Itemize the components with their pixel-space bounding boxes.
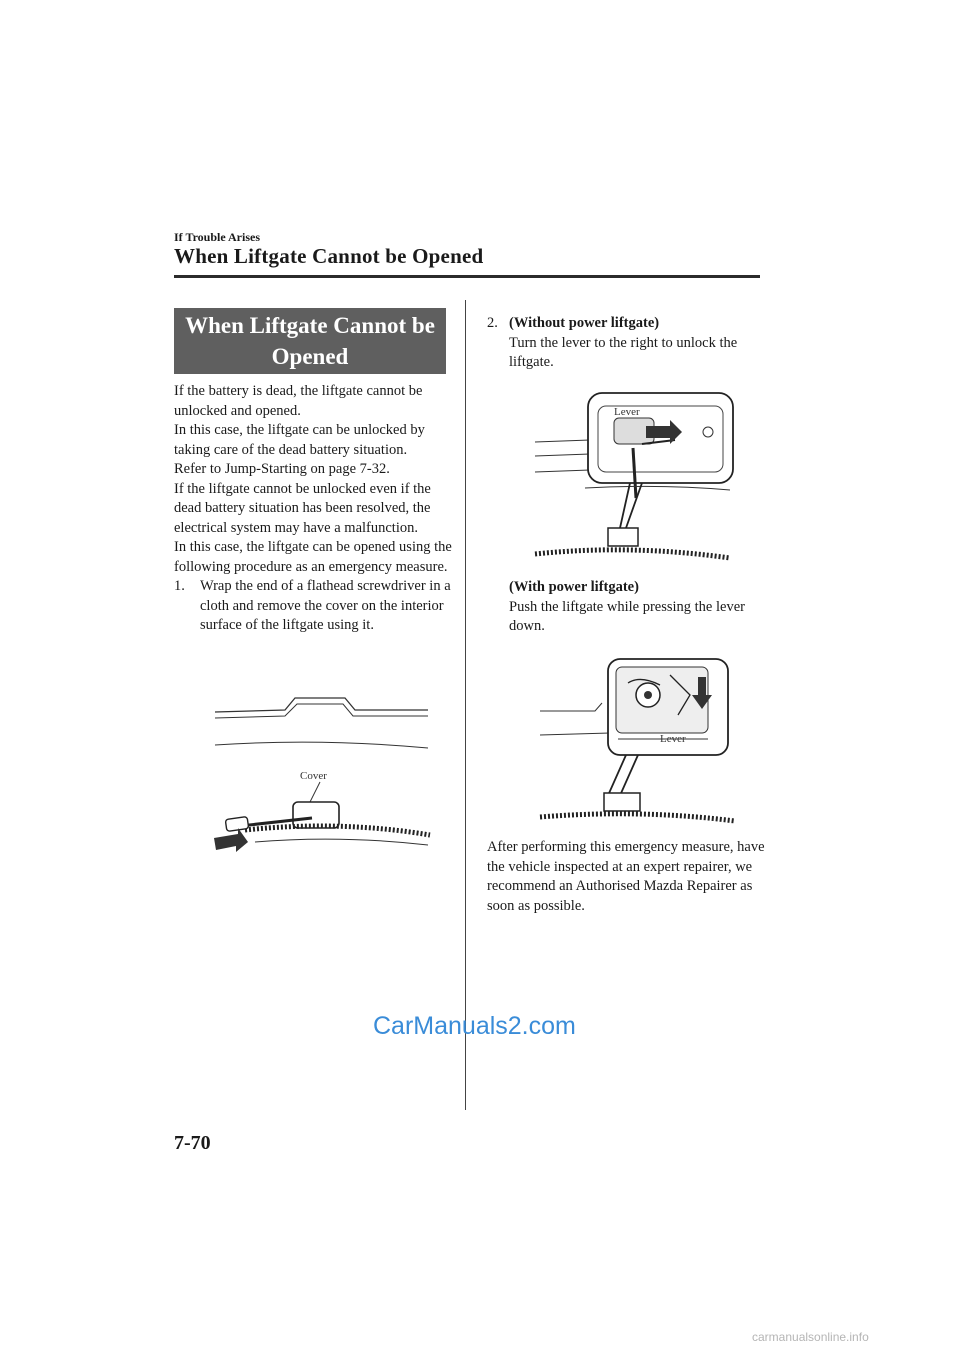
left-column	[174, 382, 454, 636]
footer-site-text: carmanualsonline.info	[752, 1330, 869, 1344]
with-power-title: (With power liftgate)	[509, 579, 639, 595]
step-1	[174, 577, 454, 636]
section-title-text: When Liftgate Cannot be Opened	[185, 313, 435, 369]
closing-paragraph: After performing this emergency measure, have the vehicle inspected at an expert repairer, we recommend an Authorised Mazda Repairer as soon as possible.	[487, 839, 765, 914]
with-power-text: Push the liftgate while pressing the lever down.	[509, 598, 745, 634]
paragraph: If the battery is dead, the liftgate cannot be unlocked and opened.	[174, 383, 423, 419]
with-power-section	[487, 578, 767, 637]
step-2	[487, 314, 767, 373]
page-number: 7-70	[174, 1132, 211, 1154]
cover-removal-illustration	[200, 690, 440, 860]
without-power-text: Turn the lever to the right to unlock the liftgate.	[509, 334, 738, 370]
without-power-title: (Without power liftgate)	[509, 315, 660, 331]
paragraph: In this case, the liftgate can be opened using the following procedure as an emergency measure.	[174, 539, 452, 575]
section-label: If Trouble Arises	[174, 230, 261, 244]
lever-label-1: Lever	[614, 406, 640, 418]
with-power-block	[487, 578, 767, 637]
paragraph: If the liftgate cannot be unlocked even if the dead battery situation has been resolved, the electrical system may have a malfunction.	[174, 480, 431, 536]
watermark-text: CarManuals2.com	[373, 1012, 576, 1040]
page-heading: When Liftgate Cannot be Opened	[174, 244, 484, 268]
cover-label: Cover	[300, 770, 327, 782]
step-number: 2.	[487, 315, 498, 331]
step-2-without-power	[487, 314, 767, 373]
section-title-box	[174, 308, 446, 374]
paragraph: In this case, the liftgate can be unlocked by taking care of the dead battery situation.	[174, 422, 425, 458]
lever-label-2: Lever	[660, 733, 686, 745]
lever-press-illustration	[530, 655, 745, 830]
paragraph: Refer to Jump-Starting on page 7-32.	[174, 461, 390, 477]
step-number: 1.	[174, 578, 185, 594]
heading-rule	[174, 275, 760, 278]
step-text: Wrap the end of a flathead screwdriver in a cloth and remove the cover on the interior surface of the liftgate using it.	[200, 578, 451, 633]
column-divider	[465, 300, 466, 1110]
lever-turn-illustration	[530, 388, 740, 568]
